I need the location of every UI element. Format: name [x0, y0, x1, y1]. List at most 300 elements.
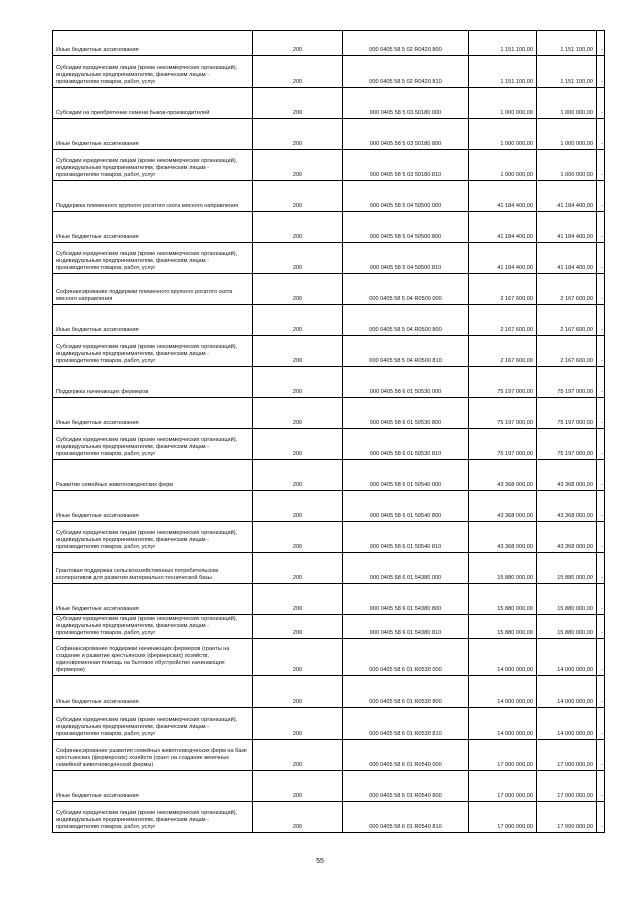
fact-cell — [537, 119, 597, 149]
item-name: Поддержка начинающих фермеров — [56, 389, 149, 395]
item-name-cell — [53, 802, 253, 832]
kbk-cell — [343, 56, 469, 87]
code-cell — [253, 119, 343, 149]
kbk-cell — [343, 367, 469, 397]
fact-cell — [537, 150, 597, 180]
table-row — [53, 522, 604, 553]
kbk-cell — [343, 639, 469, 675]
item-name: Грантовая поддержка сельскохозяйственных потребительских кооперативов для развития материально-технической базы — [56, 568, 219, 581]
item-name-cell — [53, 150, 253, 180]
budget-classification-code: 000 0405 58 6 01 50530 810 — [369, 451, 442, 457]
fact-cell — [537, 553, 597, 583]
item-name: Субсидии юридическим лицам (кроме некоммерческих организаций), индивидуальным предпринимателям, физическим лицам - производителям товаров, работ, услуг — [56, 251, 238, 271]
pct-cell — [597, 367, 604, 397]
plan-cell — [469, 740, 537, 770]
item-name-cell — [53, 31, 253, 55]
pct-cell — [597, 181, 604, 211]
line-code: 200 — [292, 172, 303, 178]
approved-amount: 14 000 000,00 — [497, 667, 533, 673]
executed-amount: 41 184 400,00 — [557, 203, 593, 209]
code-cell — [253, 615, 343, 638]
budget-classification-code: 000 0405 58 6 01 54380 810 — [369, 630, 442, 636]
executed-amount: 1 151 100,00 — [560, 47, 593, 53]
fact-cell — [537, 429, 597, 459]
table-row — [53, 56, 604, 88]
budget-classification-code: 000 0405 58 6 01 50540 810 — [369, 544, 442, 550]
pct-cell — [597, 553, 604, 583]
executed-amount: 14 000 000,00 — [557, 699, 593, 705]
table-row — [53, 553, 604, 584]
item-name: Иные бюджетные ассигнования — [56, 793, 139, 799]
line-code: 200 — [292, 110, 303, 116]
executed-amount: 43 368 000,00 — [557, 513, 593, 519]
table-row — [53, 305, 604, 336]
fact-cell — [537, 491, 597, 521]
plan-cell — [469, 676, 537, 707]
item-name-cell — [53, 119, 253, 149]
budget-table — [52, 30, 605, 833]
pct-cell — [597, 243, 604, 273]
pct-cell — [597, 150, 604, 180]
executed-amount: 41 184 400,00 — [557, 234, 593, 240]
budget-classification-code: 000 0405 58 6 01 R0530 000 — [369, 667, 442, 673]
item-name-cell — [53, 212, 253, 242]
plan-cell — [469, 639, 537, 675]
kbk-cell — [343, 150, 469, 180]
code-cell — [253, 802, 343, 832]
fact-cell — [537, 639, 597, 675]
item-name: Иные бюджетные ассигнования — [56, 606, 139, 612]
executed-amount: 17 000 000,00 — [557, 762, 593, 768]
budget-classification-code: 000 0405 58 6 01 R0530 810 — [369, 731, 442, 737]
approved-amount: 41 184 400,00 — [497, 203, 533, 209]
approved-amount: 17 000 000,00 — [497, 762, 533, 768]
item-name: Субсидии юридическим лицам (кроме некоммерческих организаций), индивидуальным предпринимателям, физическим лицам - производителям товаров, работ, услуг — [56, 437, 238, 457]
budget-classification-code: 000 0405 58 6 01 50540 800 — [369, 513, 442, 519]
fact-cell — [537, 181, 597, 211]
kbk-cell — [343, 243, 469, 273]
unexecuted-amount: - — [601, 630, 603, 636]
fact-cell — [537, 615, 597, 638]
executed-amount: 43 368 000,00 — [557, 544, 593, 550]
budget-classification-code: 000 0405 58 6 01 R0540 810 — [369, 824, 442, 830]
fact-cell — [537, 460, 597, 490]
unexecuted-amount: - — [601, 544, 603, 550]
approved-amount: 43 368 000,00 — [497, 482, 533, 488]
table-row — [53, 88, 604, 119]
approved-amount: 75 197 000,00 — [497, 451, 533, 457]
kbk-cell — [343, 740, 469, 770]
line-code: 200 — [292, 667, 303, 673]
item-name-cell — [53, 181, 253, 211]
item-name-cell — [53, 639, 253, 675]
approved-amount: 43 368 000,00 — [497, 544, 533, 550]
approved-amount: 17 000 000,00 — [497, 793, 533, 799]
approved-amount: 41 184 400,00 — [497, 265, 533, 271]
executed-amount: 2 167 600,00 — [560, 327, 593, 333]
kbk-cell — [343, 181, 469, 211]
kbk-cell — [343, 708, 469, 739]
line-code: 200 — [292, 420, 303, 426]
table-row — [53, 615, 604, 639]
code-cell — [253, 31, 343, 55]
code-cell — [253, 305, 343, 335]
approved-amount: 43 368 000,00 — [497, 513, 533, 519]
budget-classification-code: 000 0405 58 5 03 50180 000 — [369, 110, 442, 116]
unexecuted-amount: - — [601, 234, 603, 240]
kbk-cell — [343, 31, 469, 55]
fact-cell — [537, 31, 597, 55]
item-name-cell — [53, 491, 253, 521]
executed-amount: 17 000 000,00 — [557, 793, 593, 799]
line-code: 200 — [292, 824, 303, 830]
pct-cell — [597, 274, 604, 304]
executed-amount: 1 000 000,00 — [560, 172, 593, 178]
code-cell — [253, 56, 343, 87]
unexecuted-amount: - — [601, 606, 603, 612]
pct-cell — [597, 336, 604, 366]
line-code: 200 — [292, 544, 303, 550]
approved-amount: 1 000 000,00 — [500, 110, 533, 116]
pct-cell — [597, 31, 604, 55]
code-cell — [253, 88, 343, 118]
executed-amount: 41 184 400,00 — [557, 265, 593, 271]
item-name: Иные бюджетные ассигнования — [56, 513, 139, 519]
kbk-cell — [343, 802, 469, 832]
approved-amount: 75 197 000,00 — [497, 420, 533, 426]
plan-cell — [469, 336, 537, 366]
executed-amount: 17 000 000,00 — [557, 824, 593, 830]
unexecuted-amount: - — [601, 482, 603, 488]
item-name: Иные бюджетные ассигнования — [56, 420, 139, 426]
table-row — [53, 367, 604, 398]
code-cell — [253, 708, 343, 739]
unexecuted-amount: - — [601, 47, 603, 53]
unexecuted-amount: - — [601, 296, 603, 302]
kbk-cell — [343, 676, 469, 707]
approved-amount: 1 151 100,00 — [500, 47, 533, 53]
code-cell — [253, 150, 343, 180]
plan-cell — [469, 274, 537, 304]
line-code: 200 — [292, 451, 303, 457]
item-name: Софинансирование развития семейных животноводческих ферм на базе крестьянских (фермерских) хозяйств (грант на создание венечных семейной животноводческой фермы) — [56, 748, 247, 768]
page-number: 55 — [316, 858, 324, 865]
item-name: Субсидии юридическим лицам (кроме некоммерческих организаций), индивидуальным предпринимателям, физическим лицам - производителям товаров, работ, услуг — [56, 65, 238, 85]
plan-cell — [469, 398, 537, 428]
executed-amount: 1 000 000,00 — [560, 141, 593, 147]
plan-cell — [469, 243, 537, 273]
line-code: 200 — [292, 358, 303, 364]
line-code: 200 — [292, 793, 303, 799]
item-name: Иные бюджетные ассигнования — [56, 327, 139, 333]
item-name: Софинансирование поддержки начинающих фермеров (гранты на создание и развитие крестьянских (фермерских) хозяйств, единовременная помощь на бытовое обустройство начинающих фермеров) — [56, 646, 230, 673]
item-name: Субсидии юридическим лицам (кроме некоммерческих организаций), индивидуальным предпринимателям, физическим лицам - производителям товаров, работ, услуг — [56, 344, 238, 364]
item-name-cell — [53, 56, 253, 87]
executed-amount: 1 151 100,00 — [560, 79, 593, 85]
kbk-cell — [343, 771, 469, 801]
approved-amount: 41 184 400,00 — [497, 234, 533, 240]
plan-cell — [469, 584, 537, 614]
budget-classification-code: 000 0405 58 5 04 50500 810 — [369, 265, 442, 271]
unexecuted-amount: - — [601, 420, 603, 426]
approved-amount: 75 197 000,00 — [497, 389, 533, 395]
plan-cell — [469, 212, 537, 242]
table-row — [53, 31, 604, 56]
fact-cell — [537, 56, 597, 87]
line-code: 200 — [292, 389, 303, 395]
code-cell — [253, 553, 343, 583]
fact-cell — [537, 88, 597, 118]
kbk-cell — [343, 460, 469, 490]
executed-amount: 15 880 000,00 — [557, 575, 593, 581]
table-row — [53, 639, 604, 676]
code-cell — [253, 740, 343, 770]
kbk-cell — [343, 522, 469, 552]
fact-cell — [537, 367, 597, 397]
line-code: 200 — [292, 141, 303, 147]
fact-cell — [537, 584, 597, 614]
kbk-cell — [343, 398, 469, 428]
table-row — [53, 429, 604, 460]
unexecuted-amount: - — [601, 358, 603, 364]
plan-cell — [469, 367, 537, 397]
line-code: 200 — [292, 575, 303, 581]
item-name: Субсидии юридическим лицам (кроме некоммерческих организаций), индивидуальным предпринимателям, физическим лицам - производителям товаров, работ, услуг — [56, 158, 238, 178]
item-name-cell — [53, 243, 253, 273]
item-name: Поддержка племенного крупного рогатого скота мясного направления — [56, 203, 239, 209]
table-row — [53, 802, 604, 833]
executed-amount: 14 000 000,00 — [557, 731, 593, 737]
kbk-cell — [343, 429, 469, 459]
unexecuted-amount: - — [601, 79, 603, 85]
plan-cell — [469, 150, 537, 180]
line-code: 200 — [292, 296, 303, 302]
budget-classification-code: 000 0405 58 6 01 R0540 000 — [369, 762, 442, 768]
item-name-cell — [53, 460, 253, 490]
budget-classification-code: 000 0405 58 6 01 R0530 800 — [369, 699, 442, 705]
unexecuted-amount: - — [601, 327, 603, 333]
budget-classification-code: 000 0405 58 5 04 R0500 000 — [369, 296, 442, 302]
budget-classification-code: 000 0405 58 5 03 50180 810 — [369, 172, 442, 178]
plan-cell — [469, 771, 537, 801]
line-code: 200 — [292, 79, 303, 85]
executed-amount: 75 197 000,00 — [557, 389, 593, 395]
item-name: Субсидии юридическим лицам (кроме некоммерческих организаций), индивидуальным предпринимателям, физическим лицам - производителям товаров, работ, услуг — [56, 810, 238, 830]
code-cell — [253, 522, 343, 552]
line-code: 200 — [292, 265, 303, 271]
budget-classification-code: 000 0405 58 6 01 50530 800 — [369, 420, 442, 426]
code-cell — [253, 274, 343, 304]
code-cell — [253, 460, 343, 490]
budget-classification-code: 000 0405 58 5 02 R0420 800 — [369, 47, 442, 53]
budget-classification-code: 000 0405 58 5 04 R0500 810 — [369, 358, 442, 364]
unexecuted-amount: - — [601, 513, 603, 519]
fact-cell — [537, 336, 597, 366]
table-row — [53, 274, 604, 305]
plan-cell — [469, 181, 537, 211]
fact-cell — [537, 708, 597, 739]
line-code: 200 — [292, 606, 303, 612]
pct-cell — [597, 56, 604, 87]
item-name-cell — [53, 553, 253, 583]
unexecuted-amount: - — [601, 793, 603, 799]
pct-cell — [597, 522, 604, 552]
item-name-cell — [53, 274, 253, 304]
plan-cell — [469, 708, 537, 739]
pct-cell — [597, 639, 604, 675]
kbk-cell — [343, 274, 469, 304]
fact-cell — [537, 802, 597, 832]
item-name-cell — [53, 615, 253, 638]
approved-amount: 15 880 000,00 — [497, 630, 533, 636]
code-cell — [253, 212, 343, 242]
plan-cell — [469, 88, 537, 118]
item-name: Субсидии юридическим лицам (кроме некоммерческих организаций), индивидуальным предпринимателям, физическим лицам - производителям товаров, работ, услуг — [56, 616, 238, 636]
fact-cell — [537, 398, 597, 428]
fact-cell — [537, 274, 597, 304]
unexecuted-amount: - — [601, 451, 603, 457]
pct-cell — [597, 740, 604, 770]
item-name-cell — [53, 88, 253, 118]
executed-amount: 14 000 000,00 — [557, 667, 593, 673]
pct-cell — [597, 771, 604, 801]
table-row — [53, 771, 604, 802]
budget-classification-code: 000 0405 58 5 04 50500 000 — [369, 203, 442, 209]
pct-cell — [597, 802, 604, 832]
executed-amount: 43 368 000,00 — [557, 482, 593, 488]
kbk-cell — [343, 88, 469, 118]
fact-cell — [537, 771, 597, 801]
code-cell — [253, 584, 343, 614]
unexecuted-amount: - — [601, 575, 603, 581]
table-row — [53, 119, 604, 150]
executed-amount: 15 880 000,00 — [557, 606, 593, 612]
item-name-cell — [53, 708, 253, 739]
plan-cell — [469, 802, 537, 832]
kbk-cell — [343, 305, 469, 335]
line-code: 200 — [292, 630, 303, 636]
pct-cell — [597, 305, 604, 335]
budget-classification-code: 000 0405 58 6 01 54380 000 — [369, 575, 442, 581]
executed-amount: 75 197 000,00 — [557, 420, 593, 426]
approved-amount: 2 167 600,00 — [500, 358, 533, 364]
item-name: Субсидии юридическим лицам (кроме некоммерческих организаций), индивидуальным предпринимателям, физическим лицам - производителям товаров, работ, услуг — [56, 717, 238, 737]
table-row — [53, 212, 604, 243]
line-code: 200 — [292, 234, 303, 240]
item-name-cell — [53, 522, 253, 552]
pct-cell — [597, 88, 604, 118]
code-cell — [253, 336, 343, 366]
line-code: 200 — [292, 47, 303, 53]
plan-cell — [469, 522, 537, 552]
unexecuted-amount: - — [601, 762, 603, 768]
pct-cell — [597, 460, 604, 490]
table-row — [53, 181, 604, 212]
unexecuted-amount: - — [601, 141, 603, 147]
fact-cell — [537, 522, 597, 552]
table-row — [53, 150, 604, 181]
item-name: Иные бюджетные ассигнования — [56, 234, 139, 240]
budget-classification-code: 000 0405 58 5 04 50500 800 — [369, 234, 442, 240]
unexecuted-amount: - — [601, 699, 603, 705]
unexecuted-amount: - — [601, 824, 603, 830]
pct-cell — [597, 584, 604, 614]
pct-cell — [597, 615, 604, 638]
item-name-cell — [53, 398, 253, 428]
item-name: Иные бюджетные ассигнования — [56, 47, 139, 53]
item-name-cell — [53, 367, 253, 397]
table-row — [53, 584, 604, 615]
executed-amount: 15 880 000,00 — [557, 630, 593, 636]
approved-amount: 2 167 600,00 — [500, 296, 533, 302]
pct-cell — [597, 119, 604, 149]
budget-classification-code: 000 0405 58 5 02 R0420 810 — [369, 79, 442, 85]
budget-classification-code: 000 0405 58 6 01 54380 800 — [369, 606, 442, 612]
item-name-cell — [53, 771, 253, 801]
item-name-cell — [53, 584, 253, 614]
budget-classification-code: 000 0405 58 6 01 R0540 800 — [369, 793, 442, 799]
approved-amount: 17 000 000,00 — [497, 824, 533, 830]
budget-classification-code: 000 0405 58 5 03 50180 800 — [369, 141, 442, 147]
item-name: Софинансирование поддержки племенного крупного рогатого скота мясного направления — [56, 289, 233, 302]
kbk-cell — [343, 491, 469, 521]
plan-cell — [469, 491, 537, 521]
unexecuted-amount: - — [601, 731, 603, 737]
unexecuted-amount: - — [601, 203, 603, 209]
plan-cell — [469, 31, 537, 55]
item-name-cell — [53, 305, 253, 335]
item-name: Развитие семейных животноводческих ферм — [56, 482, 174, 488]
table-row — [53, 398, 604, 429]
plan-cell — [469, 615, 537, 638]
plan-cell — [469, 553, 537, 583]
code-cell — [253, 398, 343, 428]
code-cell — [253, 429, 343, 459]
executed-amount: 1 000 000,00 — [560, 110, 593, 116]
approved-amount: 1 000 000,00 — [500, 172, 533, 178]
pct-cell — [597, 212, 604, 242]
line-code: 200 — [292, 731, 303, 737]
approved-amount: 2 167 600,00 — [500, 327, 533, 333]
executed-amount: 2 167 600,00 — [560, 296, 593, 302]
table-row — [53, 336, 604, 367]
pct-cell — [597, 429, 604, 459]
executed-amount: 2 167 600,00 — [560, 358, 593, 364]
pct-cell — [597, 676, 604, 707]
fact-cell — [537, 740, 597, 770]
pct-cell — [597, 491, 604, 521]
table-row — [53, 676, 604, 708]
kbk-cell — [343, 553, 469, 583]
line-code: 200 — [292, 203, 303, 209]
kbk-cell — [343, 336, 469, 366]
code-cell — [253, 676, 343, 707]
item-name-cell — [53, 336, 253, 366]
plan-cell — [469, 429, 537, 459]
budget-classification-code: 000 0405 58 6 01 50540 000 — [369, 482, 442, 488]
line-code: 200 — [292, 513, 303, 519]
unexecuted-amount: - — [601, 172, 603, 178]
code-cell — [253, 367, 343, 397]
budget-classification-code: 000 0405 58 5 04 R0500 800 — [369, 327, 442, 333]
plan-cell — [469, 460, 537, 490]
kbk-cell — [343, 584, 469, 614]
code-cell — [253, 639, 343, 675]
table-row — [53, 243, 604, 274]
code-cell — [253, 771, 343, 801]
plan-cell — [469, 305, 537, 335]
table-row — [53, 708, 604, 740]
